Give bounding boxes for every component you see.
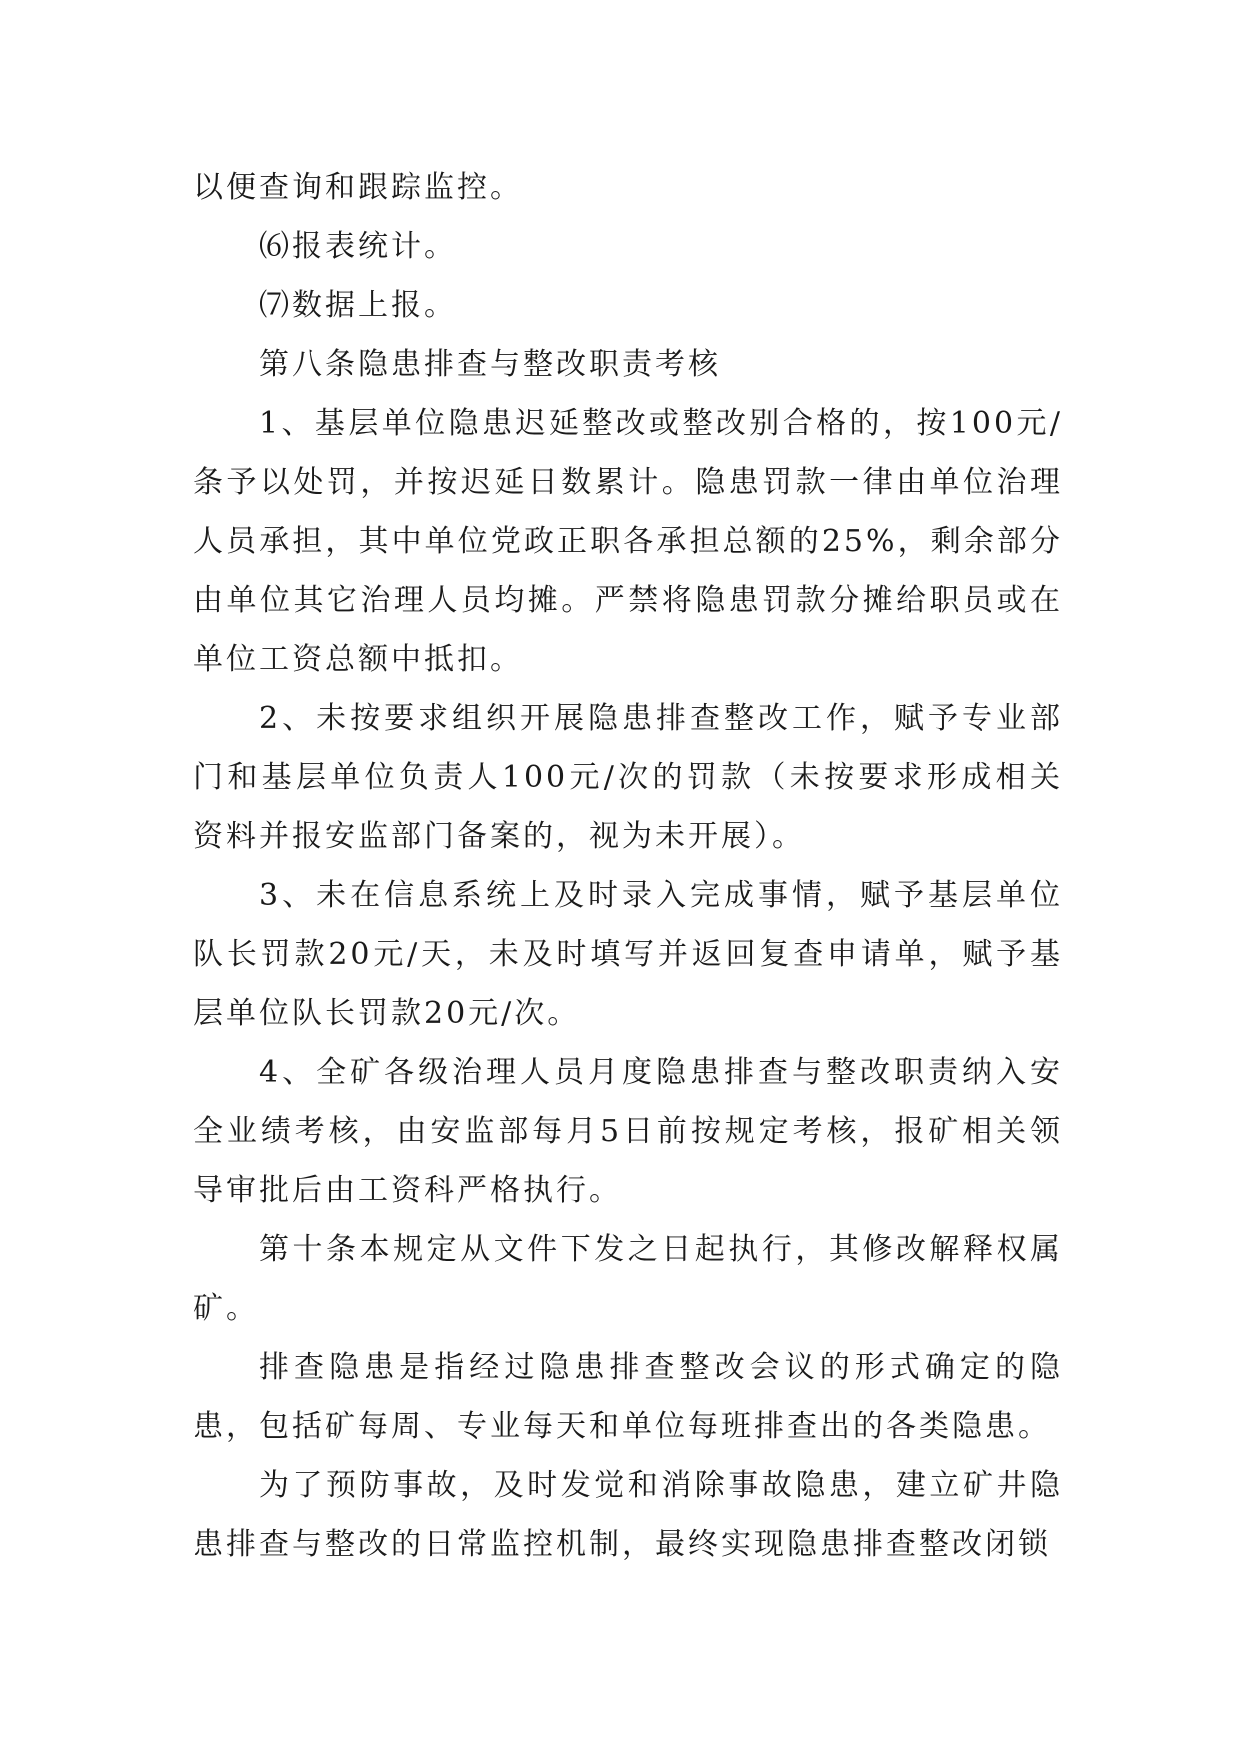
paragraph-definition: 排查隐患是指经过隐患排查整改会议的形式确定的隐患，包括矿每周、专业每天和单位每班排查出的各类隐患。	[193, 1350, 1063, 1444]
paragraph-clause-3: 3、未在信息系统上及时录入完成事情，赋予基层单位队长罚款20元/天，未及时填写并返回复查申请单，赋予基层单位队长罚款20元/次。	[193, 878, 1063, 1031]
article-10-paragraph: 第十条本规定从文件下发之日起执行，其修改解释权属矿。	[193, 1232, 1063, 1326]
document-body	[193, 158, 1063, 1574]
paragraph-clause-4: 4、全矿各级治理人员月度隐患排查与整改职责纳入安全业绩考核，由安监部每月5日前按规定考核，报矿相关领导审批后由工资科严格执行。	[193, 1055, 1063, 1208]
paragraph-purpose: 为了预防事故，及时发觉和消除事故隐患，建立矿井隐患排查与整改的日常监控机制，最终实现隐患排查整改闭锁	[193, 1468, 1063, 1562]
article-8-heading: 第八条隐患排查与整改职责考核	[259, 347, 721, 382]
paragraph-item-6: ⑹报表统计。	[259, 229, 457, 264]
paragraph-continuation: 以便查询和跟踪监控。	[193, 170, 523, 205]
paragraph-item-7: ⑺数据上报。	[259, 288, 457, 323]
paragraph-clause-2: 2、未按要求组织开展隐患排查整改工作，赋予专业部门和基层单位负责人100元/次的罚款（未按要求形成相关资料并报安监部门备案的，视为未开展）。	[193, 701, 1063, 854]
paragraph-clause-1: 1、基层单位隐患迟延整改或整改别合格的，按100元/条予以处罚，并按迟延日数累计。隐患罚款一律由单位治理人员承担，其中单位党政正职各承担总额的25%，剩余部分由单位其它治理人员均摊。严禁将隐患罚款分摊给职员或在单位工资总额中抵扣。	[193, 406, 1063, 677]
